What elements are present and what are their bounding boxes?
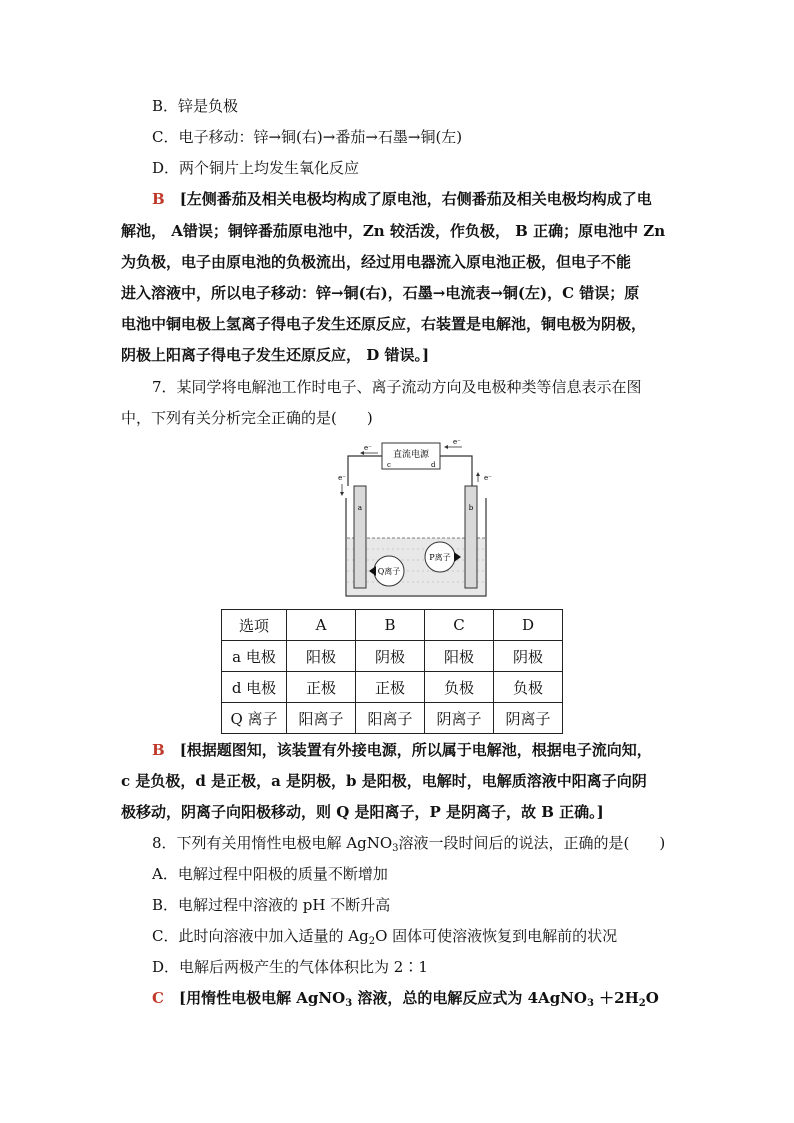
explanation-q6-line2: 解池， A错误；铜锌番茄原电池中，Zn 较活泼，作负极， B 正确；原电池中 Zn <box>121 222 666 240</box>
explanation-q6-line4: 进入溶液中，所以电子移动：锌→铜(右)，石墨→电流表→铜(左)，C 错误；原 <box>121 284 640 302</box>
electron-label-right: e⁻ <box>484 474 492 482</box>
electron-label-top-right: e⁻ <box>453 438 461 446</box>
table-cell: 阳极 <box>425 641 494 672</box>
table-cell: 阳离子 <box>287 703 356 734</box>
table-cell: 阴极 <box>494 641 563 672</box>
explanation-text: [根据题图知，该装置有外接电源，所以属于电解池，根据电子流向知， <box>179 741 652 759</box>
option-c-q6: C．电子移动：锌→铜(右)→番茄→石墨→铜(左) <box>152 128 463 146</box>
table-cell: 阴极 <box>356 641 425 672</box>
table-cell: Q 离子 <box>222 703 287 734</box>
table-cell: d 电极 <box>222 672 287 703</box>
explanation-q6-line6: 阴极上阳离子得电子发生还原反应， D 错误。] <box>121 346 430 364</box>
p-ion-label: P离子 <box>429 553 451 562</box>
power-supply-label: 直流电源 <box>392 450 430 460</box>
question-7-line2: 中，下列有关分析完全正确的是( ) <box>121 409 373 427</box>
q-ion-label: Q离子 <box>377 567 401 576</box>
answer-letter-q7: B <box>152 741 165 759</box>
option-a-q8: A．电解过程中阳极的质量不断增加 <box>152 865 388 883</box>
table-cell: 阴离子 <box>494 703 563 734</box>
explanation-q6-line5: 电池中铜电极上氢离子得电子发生还原反应，右装置是电解池，铜电极为阴极， <box>121 315 647 333</box>
table-cell: 阴离子 <box>425 703 494 734</box>
question-8-stem: 8．下列有关用惰性电极电解 AgNO$_3$溶液一段时间后的说法，正确的是( ) <box>152 834 666 854</box>
table-cell: 阳离子 <box>356 703 425 734</box>
electrolysis-diagram <box>334 434 504 606</box>
table-cell: 正极 <box>356 672 425 703</box>
electrolyte-solution <box>347 538 485 595</box>
electrode-a <box>354 486 366 588</box>
explanation-q8-line1: C [用惰性电极电解 AgNO$_3$ 溶液，总的电解反应式为 4AgNO$_3$ $+2H_2O$ <box>152 989 659 1009</box>
electron-label-top-left: e⁻ <box>364 444 372 452</box>
electrode-a-label: a <box>357 504 363 512</box>
table-cell: a 电极 <box>222 641 287 672</box>
option-d-q8: D．电解后两极产生的气体体积比为 2∶1 <box>152 958 428 976</box>
table-cell: 正极 <box>287 672 356 703</box>
option-b-q8: B．电解过程中溶液的 pH 不断升高 <box>152 896 391 914</box>
explanation-q7-line2: c 是负极，d 是正极，a 是阴极，b 是阳极，电解时，电解质溶液中阳离子向阴 <box>121 772 647 790</box>
table-cell: D <box>494 610 563 641</box>
table-header-row <box>222 610 563 641</box>
table-cell: A <box>287 610 356 641</box>
explanation-q6-line3: 为负极，电子由原电池的负极流出，经过用电器流入原电池正极，但电子不能 <box>121 253 632 271</box>
option-c-q8: C．此时向溶液中加入适量的 $Ag_2O$ 固体可使溶液恢复到电解前的状况 <box>152 927 618 947</box>
table-row <box>222 672 563 703</box>
table-row <box>222 703 563 734</box>
answer-letter-q8: C <box>152 989 164 1007</box>
option-b-q6: B．锌是负极 <box>152 97 239 115</box>
table-cell: B <box>356 610 425 641</box>
explanation-q7-line3: 极移动，阴离子向阳极移动，则 Q 是阳离子，P 是阴离子，故 B 正确。] <box>121 803 604 821</box>
table-cell: 选项 <box>222 610 287 641</box>
table-cell: C <box>425 610 494 641</box>
electrode-b-label: b <box>468 504 474 512</box>
table-cell: 负极 <box>425 672 494 703</box>
explanation-text: [左侧番茄及相关电极均构成了原电池，右侧番茄及相关电极均构成了电 <box>179 190 652 208</box>
options-table <box>221 609 563 734</box>
answer-letter-q6: B <box>152 190 165 208</box>
right-wire <box>440 456 472 486</box>
table-row <box>222 641 563 672</box>
electron-label-left: e⁻ <box>338 474 346 482</box>
question-7-line1: 7．某同学将电解池工作时电子、离子流动方向及电极种类等信息表示在图 <box>152 378 642 396</box>
explanation-q6-line1 <box>152 189 652 209</box>
terminal-d-label: d <box>431 461 436 469</box>
left-wire <box>348 456 382 486</box>
terminal-c-label: c <box>387 461 391 469</box>
table-cell: 负极 <box>494 672 563 703</box>
table-cell: 阳极 <box>287 641 356 672</box>
explanation-q7-line1 <box>152 740 652 760</box>
electrode-b <box>465 486 477 588</box>
option-d-q6: D．两个铜片上均发生氧化反应 <box>152 159 360 177</box>
